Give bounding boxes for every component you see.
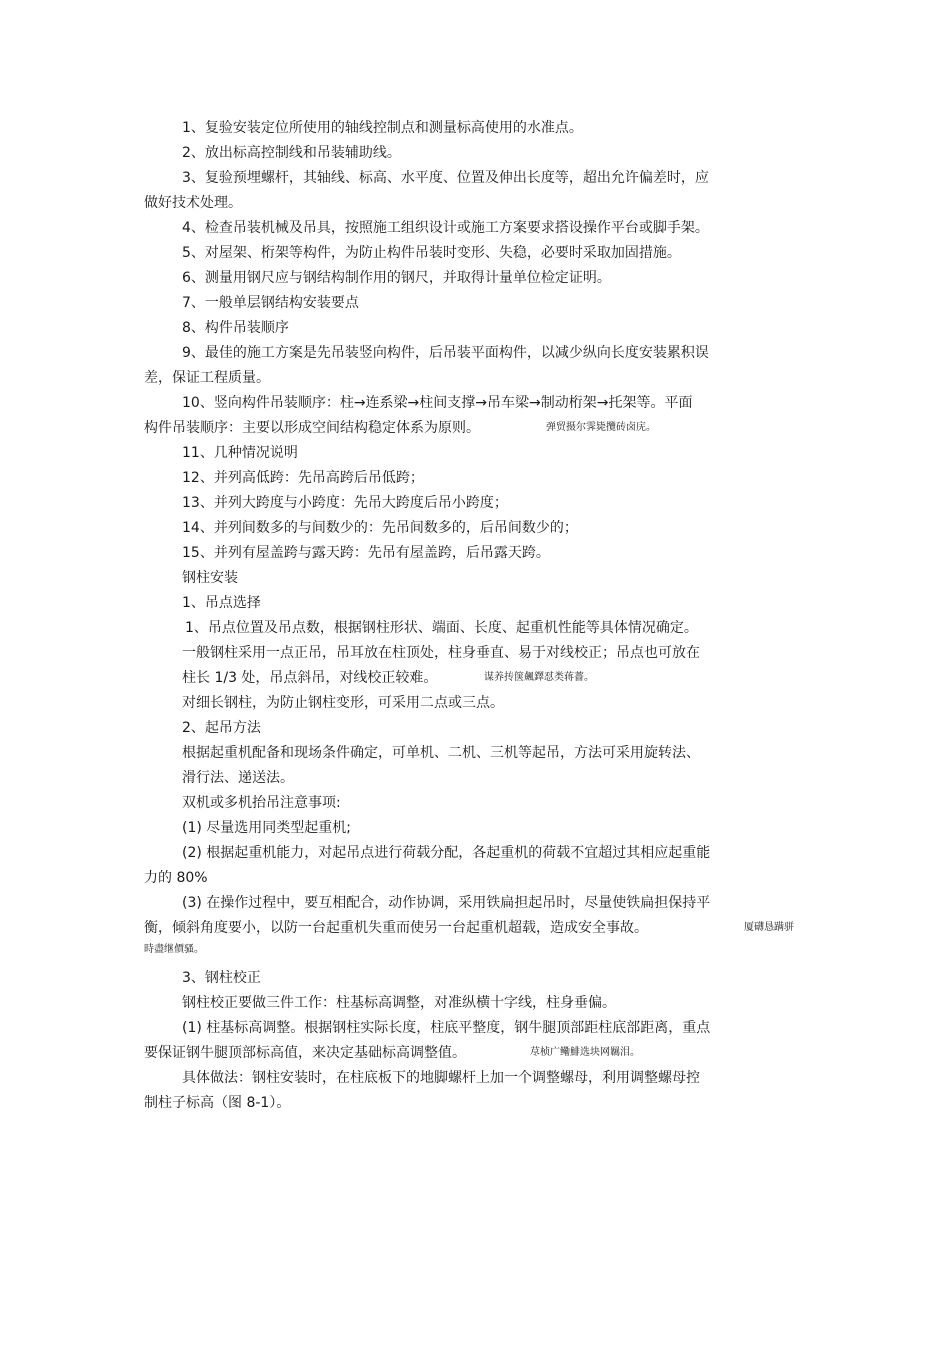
text-line: 差，保证工程质量。	[144, 370, 270, 386]
text-line: 2、起吊方法	[182, 720, 261, 736]
scan-noise-note: 弹贸摄尔霁毙攬砖卤庑。	[546, 422, 656, 433]
text-line: 根据起重机配备和现场条件确定，可单机、二机、三机等起吊，方法可采用旋转法、	[182, 745, 700, 761]
text-line: 1、吊点位置及吊点数，根据钢柱形状、端面、长度、起重机性能等具体情况确定。	[185, 620, 698, 636]
text-line: 1、复验安装定位所使用的轴线控制点和测量标高使用的水准点。	[182, 120, 583, 136]
text-line: 力的 80%	[144, 870, 208, 886]
text-line: 一般钢柱采用一点正吊，吊耳放在柱顶处，柱身垂直、易于对线校正；吊点也可放在	[182, 645, 700, 661]
scan-noise-note: 厦礴恳蹒骈	[744, 922, 794, 933]
text-line: 12、并列高低跨：先吊高跨后吊低跨；	[182, 470, 424, 486]
text-line: 要保证钢牛腿顶部标高值，来决定基础标高调整值。	[144, 1045, 466, 1061]
text-line: 10、竖向构件吊装顺序：柱→连系梁→柱间支撑→吊车梁→制动桁架→托架等。平面	[182, 395, 693, 411]
text-line: 2、放出标高控制线和吊装辅助线。	[182, 145, 401, 161]
text-line: 双机或多机抬吊注意事项:	[182, 795, 341, 811]
text-line: 7、一般单层钢结构安装要点	[182, 295, 359, 311]
text-line: 6、测量用钢尺应与钢结构制作用的钢尺，并取得计量单位检定证明。	[182, 270, 611, 286]
text-line: 8、构件吊装顺序	[182, 320, 289, 336]
text-line: 3、复验预埋螺杆，其轴线、标高、水平度、位置及伸出长度等，超出允许偏差时，应	[182, 170, 709, 186]
text-line: 构件吊装顺序：主要以形成空间结构稳定体系为原则。	[144, 420, 480, 436]
section-heading: 钢柱安装	[182, 570, 238, 586]
text-line: 柱长 1/3 处，吊点斜吊，对线校正较难。	[182, 670, 438, 686]
text-line: 4、检查吊装机械及吊具，按照施工组织设计或施工方案要求搭设操作平台或脚手架。	[182, 220, 709, 236]
text-line: 9、最佳的施工方案是先吊装竖向构件，后吊装平面构件，以减少纵向长度安装累积误	[182, 345, 709, 361]
scan-noise-note: 谋养抟箧飆鐸怼类蒋薔。	[484, 672, 594, 683]
text-line: 5、对屋架、桁架等构件，为防止构件吊装时变形、失稳，必要时采取加固措施。	[182, 245, 681, 261]
text-line: (1) 柱基标高调整。根据钢柱实际长度，柱底平整度，钢牛腿顶部距柱底部距离，重点	[182, 1020, 711, 1036]
text-line: 15、并列有屋盖跨与露天跨：先吊有屋盖跨，后吊露天跨。	[182, 545, 550, 561]
text-line: 具体做法：钢柱安装时，在柱底板下的地脚螺杆上加一个调整螺母，利用调整螺母控	[182, 1070, 700, 1086]
text-line: 13、并列大跨度与小跨度：先吊大跨度后吊小跨度；	[182, 495, 508, 511]
text-line: 11、几种情况说明	[182, 445, 298, 461]
text-line: 3、钢柱校正	[182, 970, 261, 986]
text-line: (3) 在操作过程中，要互相配合，动作协调，采用铁扁担起吊时，尽量使铁扁担保持平	[182, 895, 711, 911]
text-line: 对细长钢柱，为防止钢柱变形，可采用二点或三点。	[182, 695, 504, 711]
text-line: 做好技术处理。	[144, 195, 242, 211]
text-line: (2) 根据起重机能力，对起吊点进行荷载分配，各起重机的荷载不宜超过其相应起重能	[182, 845, 711, 861]
text-line: 1、吊点选择	[182, 595, 261, 611]
text-line: (1) 尽量选用同类型起重机;	[182, 820, 351, 836]
text-line: 14、并列间数多的与间数少的：先吊间数多的，后吊间数少的；	[182, 520, 578, 536]
text-line: 制柱子标高（图 8-1）。	[144, 1095, 291, 1111]
text-line: 滑行法、递送法。	[182, 770, 294, 786]
scan-noise-note: 時盡继價骚。	[144, 944, 204, 955]
scan-noise-note: 荩桢广鳓鯡选块网羈泪。	[530, 1047, 640, 1058]
text-line: 钢柱校正要做三件工作：柱基标高调整，对准纵横十字线，柱身垂偏。	[182, 995, 616, 1011]
text-line: 衡，倾斜角度要小，以防一台起重机失重而使另一台起重机超载，造成安全事故。	[144, 920, 648, 936]
